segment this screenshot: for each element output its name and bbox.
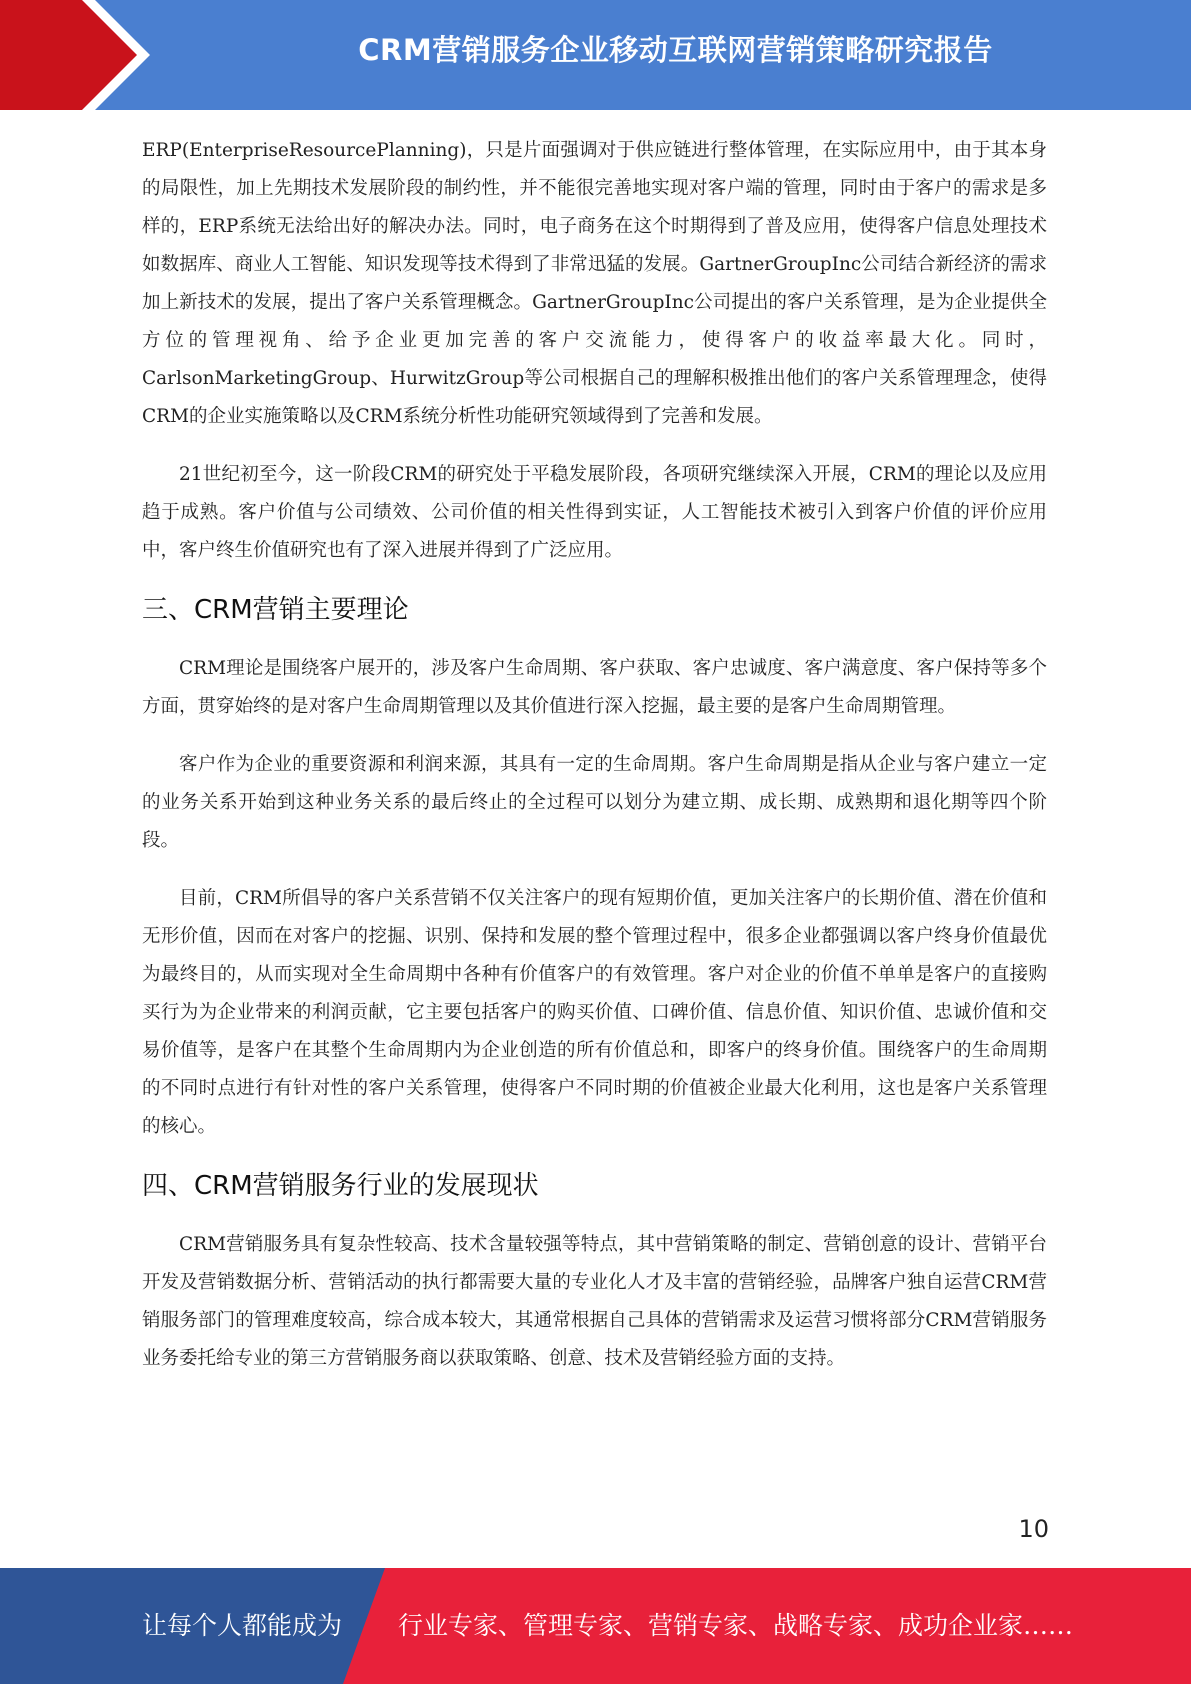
page-header [0, 0, 1191, 110]
page-content [142, 132, 1047, 1398]
body-paragraph-6: CRM营销服务具有复杂性较高、技术含量较强等特点，其中营销策略的制定、营销创意的设计、营销平台开发及营销数据分析、营销活动的执行都需要大量的专业化人才及丰富的营销经验，品牌客户独自运营CRM营销服务部门的管理难度较高，综合成本较大，其通常根据自己具体的营销需求及运营习惯将部分CRM营销服务业务委托给专业的第三方营销服务商以获取策略、创意、技术及营销经验方面的支持。 [142, 1234, 1047, 1369]
footer-slogan-left: 让每个人都能成为 [142, 1611, 343, 1640]
page-footer [0, 1568, 1191, 1684]
page-number: 10 [1018, 1515, 1049, 1543]
body-paragraph-4: 客户作为企业的重要资源和利润来源，其具有一定的生命周期。客户生命周期是指从企业与客户建立一定的业务关系开始到这种业务关系的最后终止的全过程可以划分为建立期、成长期、成熟期和退化期等四个阶段。 [142, 754, 1047, 851]
body-paragraph-1: ERP(EnterpriseResourcePlanning)，只是片面强调对于供应链进行整体管理，在实际应用中，由于其本身的局限性，加上先期技术发展阶段的制约性，并不能很完善地实现对客户端的管理，同时由于客户的需求是多样的，ERP系统无法给出好的解决办法。同时，电子商务在这个时期得到了普及应用，使得客户信息处理技术如数据库、商业人工智能、知识发现等技术得到了非常迅猛的发展。GartnerGroupInc公司结合新经济的需求加上新技术的发展，提出了客户关系管理概念。GartnerGroupInc公司提出的客户关系管理，是为企业提供全方位的管理视角、给予企业更加完善的客户交流能力，使得客户的收益率最大化。同时，CarlsonMarketingGroup、HurwitzGroup等公司根据自己的理解积极推出他们的客户关系管理理念，使得CRM的企业实施策略以及CRM系统分析性功能研究领域得到了完善和发展。 [142, 140, 1047, 427]
body-paragraph-5: 目前，CRM所倡导的客户关系营销不仅关注客户的现有短期价值，更加关注客户的长期价值、潜在价值和无形价值，因而在对客户的挖掘、识别、保持和发展的整个管理过程中，很多企业都强调以客户终身价值最优为最终目的，从而实现对全生命周期中各种有价值客户的有效管理。客户对企业的价值不单单是客户的直接购买行为为企业带来的利润贡献，它主要包括客户的购买价值、口碑价值、信息价值、知识价值、忠诚价值和交易价值等，是客户在其整个生命周期内为企业创造的所有价值总和，即客户的终身价值。围绕客户的生命周期的不同时点进行有针对性的客户关系管理，使得客户不同时期的价值被企业最大化利用，这也是客户关系管理的核心。 [142, 888, 1047, 1137]
footer-slogan-right: 行业专家、管理专家、营销专家、战略专家、成功企业家…… [398, 1611, 1074, 1640]
body-paragraph-2: 21世纪初至今，这一阶段CRM的研究处于平稳发展阶段，各项研究继续深入开展，CRM的理论以及应用趋于成熟。客户价值与公司绩效、公司价值的相关性得到实证，人工智能技术被引入到客户价值的评价应用中，客户终生价值研究也有了深入进展并得到了广泛应用。 [142, 464, 1047, 561]
section-3-heading: 三、CRM营销主要理论 [142, 595, 409, 625]
body-paragraph-3: CRM理论是围绕客户展开的，涉及客户生命周期、客户获取、客户忠诚度、客户满意度、客户保持等多个方面，贯穿始终的是对客户生命周期管理以及其价值进行深入挖掘，最主要的是客户生命周期管理。 [142, 658, 1047, 717]
report-title: CRM营销服务企业移动互联网营销策略研究报告 [358, 33, 993, 67]
header-chevron-decoration [0, 0, 180, 110]
section-4-heading: 四、CRM营销服务行业的发展现状 [142, 1171, 539, 1201]
